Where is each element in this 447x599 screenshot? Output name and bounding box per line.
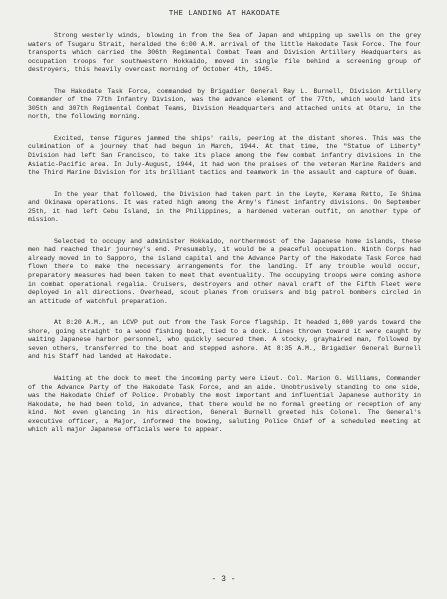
page-title: THE LANDING AT HAKODATE — [168, 10, 281, 18]
paragraph-7: Waiting at the dock to meet the incoming party were Lieut. Col. Marion G. Williams, Commander of the Advance Party of the Hakodate Task Force, and an aide. Unobtrusively standing to one side, was the Hakodate Chief of Police. Probably the most important and influential Japanese authority in Hakodate, he had been told, in advance, that there would be no formal greeting or reception of any kind. Not even glancing in his direction, General Burnell greeted his Colonel. The General's executive officer, a Major, informed the bowing, saluting Police Chief of a scheduled meeting at which all major Japanese officials were to appear. — [28, 374, 421, 434]
paragraph-6: At 8:20 A.M., an LCVP put out from the Task Force flagship. It headed 1,000 yards toward the shore, going straight to a wood fishing boat, tied to a dock. Lines thrown toward it were caught by waiting Japanese harbor personnel, who quickly secured them. A stocky, grayhaired man, followed by seven others, transferred to the boat and stepped ashore. At 8:35 A.M., Brigadier General Burnell and his Staff had landed at Hakodate. — [28, 319, 421, 361]
page-number: - 3 - — [211, 575, 236, 584]
paragraph-3: Excited, tense figures jammed the ships' rails, peering at the distant shores. This was the culmination of a journey that had begun in March, 1944. At that time, the "Statue of Liberty" Division had left San Francisco, to take its place among the few combat infantry divisions in the Asiatic-Pacific area. In July-August, 1944, it had won the praises of the veteran Marine Raiders and the Third Marine Division for its brilliant tactics and teamwork in the assault and capture of Guam. — [28, 134, 421, 177]
paragraph-5: Selected to occupy and administer Hokkaido, northernmost of the Japanese home islands, these men had reached their journey's end. Presumably, it would be a peaceful occupation. Ninth Corps had already moved in to Sapporo, the island capital and the Advance Party of the Hakodate Task Force had flown there to make the necessary arrangements for the landing. If any trouble would occur, preparatory measures had been taken to meet that eventuality. The occupying troops were coming ashore in combat operational regalia. Cruisers, destroyers and other naval craft of the Fifth Fleet were deployed in all directions. Overhead, scout planes from cruisers and big patrol bombers circled in an attitude of watchful preparation. — [28, 237, 421, 305]
paragraph-1: Strong westerly winds, blowing in from the Sea of Japan and whipping up swells on the grey waters of Tsugaru Strait, heralded the 6:00 A.M. arrival of the little Hakodate Task Force. The four transports which carried the 306th Regimental Combat Team and Division Artillery Headquarters as occupation troops for southwestern Hokkaido, moved in single file behind a screening group of destroyers, this heavily overcast morning of October 4th, 1945. — [28, 32, 421, 74]
paragraph-4: In the year that followed, the Division had taken part in the Leyte, Kerama Retto, Ie Shima and Okinawa operations. It was rated high among the Army's finest infantry divisions. On September 25th, it had left Cebu Island, in the Philippines, a hardened veteran outfit, on another type of mission. — [28, 190, 421, 224]
paragraph-2: The Hakodate Task Force, commanded by Brigadier General Ray L. Burnell, Division Artillery Commander of the 77th Infantry Division, was the advance element of the 77th, which would land its 305th and 307th Regimental Combat Teams, Division Headquarters and attached units at Otaru, in the north, the following morning. — [28, 87, 421, 121]
